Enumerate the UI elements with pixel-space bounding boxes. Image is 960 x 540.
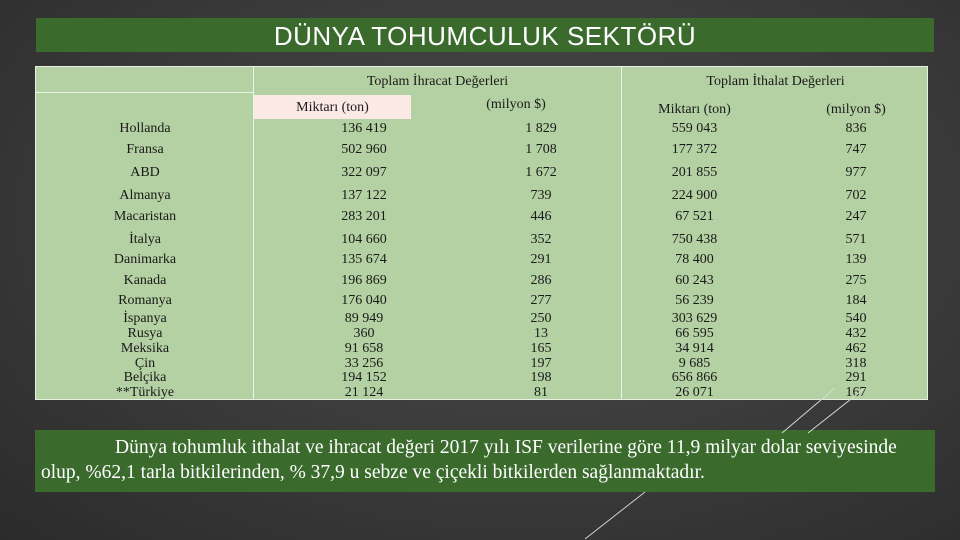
caption-box [35, 430, 935, 492]
export-group-header: Toplam İhracat Değerleri [366, 74, 509, 89]
country-cell: Hollanda [119, 121, 171, 136]
value-cell: 13 [534, 326, 548, 341]
value-cell: 352 [530, 232, 552, 247]
country-cell: Fransa [126, 142, 164, 157]
country-cell: İtalya [129, 232, 161, 247]
value-cell: 197 [530, 356, 552, 371]
value-cell: 33 256 [344, 356, 384, 371]
value-cell: 194 152 [341, 370, 387, 385]
value-cell: 224 900 [671, 188, 718, 203]
value-cell: 977 [845, 165, 867, 180]
value-cell: 21 124 [344, 385, 384, 400]
value-cell: 836 [845, 121, 867, 136]
value-cell: 739 [530, 188, 552, 203]
value-cell: 318 [845, 356, 867, 371]
value-cell: 91 658 [344, 341, 384, 356]
header-corner [36, 67, 253, 93]
value-cell: 201 855 [671, 165, 718, 180]
value-cell: 135 674 [341, 252, 387, 267]
value-cell: 81 [534, 385, 548, 400]
country-cell: Belçika [123, 370, 167, 385]
seed-trade-table [35, 66, 928, 400]
decorative-lines [780, 385, 870, 435]
title-bar [36, 18, 934, 52]
value-cell: 56 239 [675, 293, 714, 308]
export-value-header: (milyon $) [486, 97, 546, 112]
value-cell: 104 660 [341, 232, 387, 247]
value-cell: 462 [845, 341, 867, 356]
import-group-header: Toplam İthalat Değerleri [706, 74, 845, 89]
value-cell: 1 672 [525, 165, 557, 180]
value-cell: 165 [530, 341, 552, 356]
value-cell: 540 [845, 311, 867, 326]
value-cell: 184 [845, 293, 867, 308]
import-value-header: (milyon $) [826, 102, 886, 117]
country-cell: **Türkiye [115, 385, 175, 400]
country-cell: Kanada [123, 273, 167, 288]
value-cell: 139 [845, 252, 867, 267]
value-cell: 291 [845, 370, 867, 385]
country-cell: İspanya [123, 311, 167, 326]
decorative-lines-bottom [585, 488, 675, 540]
value-cell: 167 [845, 385, 867, 400]
value-cell: 360 [353, 326, 375, 341]
value-cell: 67 521 [675, 209, 714, 224]
value-cell: 247 [845, 209, 867, 224]
value-cell: 432 [845, 326, 867, 341]
value-cell: 66 595 [675, 326, 714, 341]
value-cell: 177 372 [671, 142, 718, 157]
value-cell: 250 [530, 311, 552, 326]
value-cell: 559 043 [671, 121, 718, 136]
country-cell: Danimarka [113, 252, 177, 267]
value-cell: 78 400 [675, 252, 714, 267]
value-cell: 283 201 [341, 209, 387, 224]
value-cell: 277 [530, 293, 552, 308]
value-cell: 34 914 [675, 341, 714, 356]
country-cell: Meksika [120, 341, 170, 356]
country-cell: Rusya [127, 326, 163, 341]
caption-text: Dünya tohumluk ithalat ve ihracat değeri 2017 yılı ISF verilerine göre 11,9 milyar dolar seviyesinde olup, %62,1 tarla bitkilerinden, % 37,9 u sebze ve çiçekli bitkilerden sağlanmaktadır. [41, 437, 897, 483]
country-cell: Çin [134, 356, 156, 371]
value-cell: 1 829 [525, 121, 557, 136]
value-cell: 291 [530, 252, 552, 267]
country-cell: Almanya [119, 188, 171, 203]
value-cell: 1 708 [525, 142, 557, 157]
value-cell: 286 [530, 273, 552, 288]
value-cell: 747 [845, 142, 867, 157]
page-title: DÜNYA TOHUMCULUK SEKTÖRÜ [273, 21, 697, 51]
value-cell: 571 [845, 232, 867, 247]
value-cell: 136 419 [341, 121, 387, 136]
export-qty-header: Miktarı (ton) [296, 100, 369, 115]
value-cell: 750 438 [671, 232, 718, 247]
value-cell: 446 [530, 209, 552, 224]
value-cell: 656 866 [671, 370, 718, 385]
value-cell: 702 [845, 188, 867, 203]
value-cell: 137 122 [341, 188, 387, 203]
import-qty-header: Miktarı (ton) [658, 102, 731, 117]
country-cell: Romanya [118, 293, 172, 308]
value-cell: 89 949 [344, 311, 384, 326]
value-cell: 502 960 [341, 142, 387, 157]
value-cell: 196 869 [341, 273, 387, 288]
value-cell: 176 040 [341, 293, 387, 308]
value-cell: 9 685 [678, 356, 711, 371]
country-cell: Macaristan [113, 209, 177, 224]
value-cell: 303 629 [671, 311, 718, 326]
value-cell: 322 097 [341, 165, 387, 180]
country-cell: ABD [130, 165, 160, 180]
value-cell: 198 [530, 370, 552, 385]
value-cell: 60 243 [675, 273, 714, 288]
value-cell: 275 [845, 273, 867, 288]
value-cell: 26 071 [675, 385, 714, 400]
